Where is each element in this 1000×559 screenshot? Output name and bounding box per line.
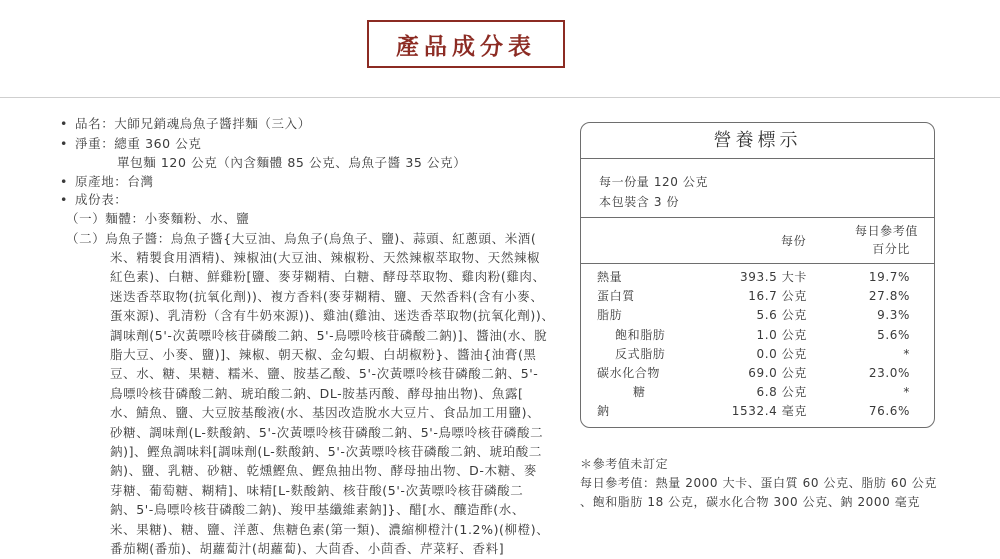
nutrient-daily-percent: 5.6% xyxy=(877,327,910,342)
ingredient-line: 迷迭香萃取物(抗氧化劑))、複方香料(麥芽糊精、鹽、天然香料(含有小麥、 xyxy=(110,288,544,304)
nutrient-daily-percent: 19.7% xyxy=(868,270,910,284)
divider xyxy=(581,217,934,218)
ingredient-line: 蛋來源)、乳清粉（含有牛奶來源))、雞油(雞油、迷迭香萃取物(抗氧化劑))、 xyxy=(110,308,555,324)
ingredient-line: 紅色素)、白糖、鮮雞粉[鹽、麥芽糊精、白糖、酵母萃取物、雞肉粉(雞肉、 xyxy=(110,269,546,285)
serving-size: 每一份量 120 公克 xyxy=(599,175,709,189)
nutrient-daily-percent: 23.0% xyxy=(868,366,910,380)
nutrient-value: 69.0 公克 xyxy=(748,366,807,380)
nutrient-name: 碳水化合物 xyxy=(597,366,661,380)
bullet: • xyxy=(60,116,68,131)
nutrient-value: 1532.4 毫克 xyxy=(731,404,807,419)
col-daily-value: 每日參考值 xyxy=(854,224,918,238)
nutrient-name: 熱量 xyxy=(597,270,623,284)
ingredient-line: 米、精製食用酒精)、辣椒油(大豆油、辣椒粉、天然辣椒萃取物、天然辣椒 xyxy=(110,250,541,265)
servings-per-package: 本包裝含 3 份 xyxy=(599,195,680,209)
note-reference-cont: 、飽和脂肪 18 公克，碳水化合物 300 公克、鈉 2000 毫克 xyxy=(580,495,921,509)
ingredient-noodle: （一）麵體：小麥麵粉、水、鹽 xyxy=(66,211,250,226)
nutrition-title: 營養標示 xyxy=(713,130,802,151)
page-title: 產品成分表 xyxy=(396,33,536,60)
nutrient-name: 脂肪 xyxy=(597,308,623,323)
ingredient-line: 脂大豆、小麥、鹽)]、辣椒、朝天椒、金勾蝦、白胡椒粉}、醬油{油膏(黑 xyxy=(110,347,537,362)
nutrient-value: 5.6 公克 xyxy=(756,308,807,323)
nutrient-daily-percent: 76.6% xyxy=(868,404,910,419)
divider xyxy=(581,158,934,159)
nutrient-daily-percent: 9.3% xyxy=(877,308,910,323)
ingredient-sauce: （二）烏魚子醬：烏魚子醬{大豆油、烏魚子(烏魚子、鹽)、蒜頭、紅蔥頭、米酒( xyxy=(66,231,537,246)
bullet: • xyxy=(60,192,68,207)
net-weight-detail: 單包麵 120 公克（內含麵體 85 公克、烏魚子醬 35 公克） xyxy=(117,155,467,170)
col-daily-percent: 百分比 xyxy=(872,242,910,256)
ingredient-line: 調味劑(5'-次黃嘌呤核苷磷酸二鈉、5'-鳥嘌呤核苷磷酸二鈉)]、醬油(水、脫 xyxy=(110,327,548,343)
nutrient-name: 糖 xyxy=(633,385,646,400)
nutrient-daily-percent: * xyxy=(903,385,910,400)
ingredient-line: 米、果糖)、糖、鹽、洋蔥、焦糖色素(第一類)、濃縮柳橙汁(1.2%)(柳橙)、 xyxy=(110,521,550,537)
ingredients-label: 成份表： xyxy=(75,192,128,207)
product-name: 品名：大師兄銷魂烏魚子醬拌麵（三入） xyxy=(75,116,311,131)
nutrition-panel xyxy=(580,122,935,428)
origin: 原產地：台灣 xyxy=(75,174,154,189)
ingredient-line: 鈉)、鹽、乳糖、砂糖、乾燻鰹魚、鰹魚抽出物、酵母抽出物、D-木糖、麥 xyxy=(110,463,537,479)
nutrient-name: 蛋白質 xyxy=(597,289,635,304)
ingredient-line: 鈉、5'-鳥嘌呤核苷磷酸二鈉)、羧甲基纖維素鈉]}、醋[水、釀造酢(水、 xyxy=(110,502,525,518)
nutrient-value: 1.0 公克 xyxy=(756,327,807,342)
nutrient-name: 飽和脂肪 xyxy=(615,327,666,342)
nutrient-name: 鈉 xyxy=(597,404,610,419)
nutrient-value: 6.8 公克 xyxy=(756,385,807,400)
ingredient-line: 豆、水、糖、果糖、糯米、鹽、胺基乙酸、5'-次黃嘌呤核苷磷酸二鈉、5'- xyxy=(110,366,539,382)
ingredient-line: 砂糖、調味劑(L-麩酸鈉、5'-次黃嘌呤核苷磷酸二鈉、5'-鳥嘌呤核苷磷酸二 xyxy=(110,424,544,440)
nutrition-notes xyxy=(580,455,937,512)
ingredient-line: 芽糖、葡萄糖、糊精]、味精[L-麩酸鈉、核苷酸(5'-次黃嘌呤核苷磷酸二 xyxy=(110,482,524,498)
bullet: • xyxy=(60,136,68,151)
bullet: • xyxy=(60,174,68,189)
nutrient-value: 0.0 公克 xyxy=(756,346,807,361)
ingredient-line: 鈉)]、鰹魚調味料[調味劑(L-麩酸鈉、5'-次黃嘌呤核苷磷酸二鈉、琥珀酸二 xyxy=(110,444,542,459)
ingredient-line: 番茄糊(番茄)、胡蘿蔔汁(胡蘿蔔)、大茴香、小茴香、芹菜籽、香料] xyxy=(110,541,505,556)
note-reference: 每日參考值：熱量 2000 大卡、蛋白質 60 公克、脂肪 60 公克 xyxy=(580,476,937,490)
col-per-serving: 每份 xyxy=(781,234,807,248)
note-undefined: ＊參考值未訂定 xyxy=(580,457,669,471)
nutrient-daily-percent: 27.8% xyxy=(868,289,910,304)
nutrient-value: 393.5 大卡 xyxy=(740,270,807,284)
net-weight: 淨重：總重 360 公克 xyxy=(75,136,202,151)
nutrient-value: 16.7 公克 xyxy=(748,289,807,304)
divider xyxy=(581,263,934,264)
ingredient-line: 水、鯖魚、鹽、大豆胺基酸液(水、基因改造脫水大豆片、食品加工用鹽)、 xyxy=(110,405,541,421)
ingredient-line: 鳥嘌呤核苷磷酸二鈉、琥珀酸二鈉、DL-胺基丙酸、酵母抽出物)、魚露[ xyxy=(110,385,524,401)
nutrient-daily-percent: * xyxy=(903,346,910,361)
nutrient-name: 反式脂肪 xyxy=(615,346,666,361)
